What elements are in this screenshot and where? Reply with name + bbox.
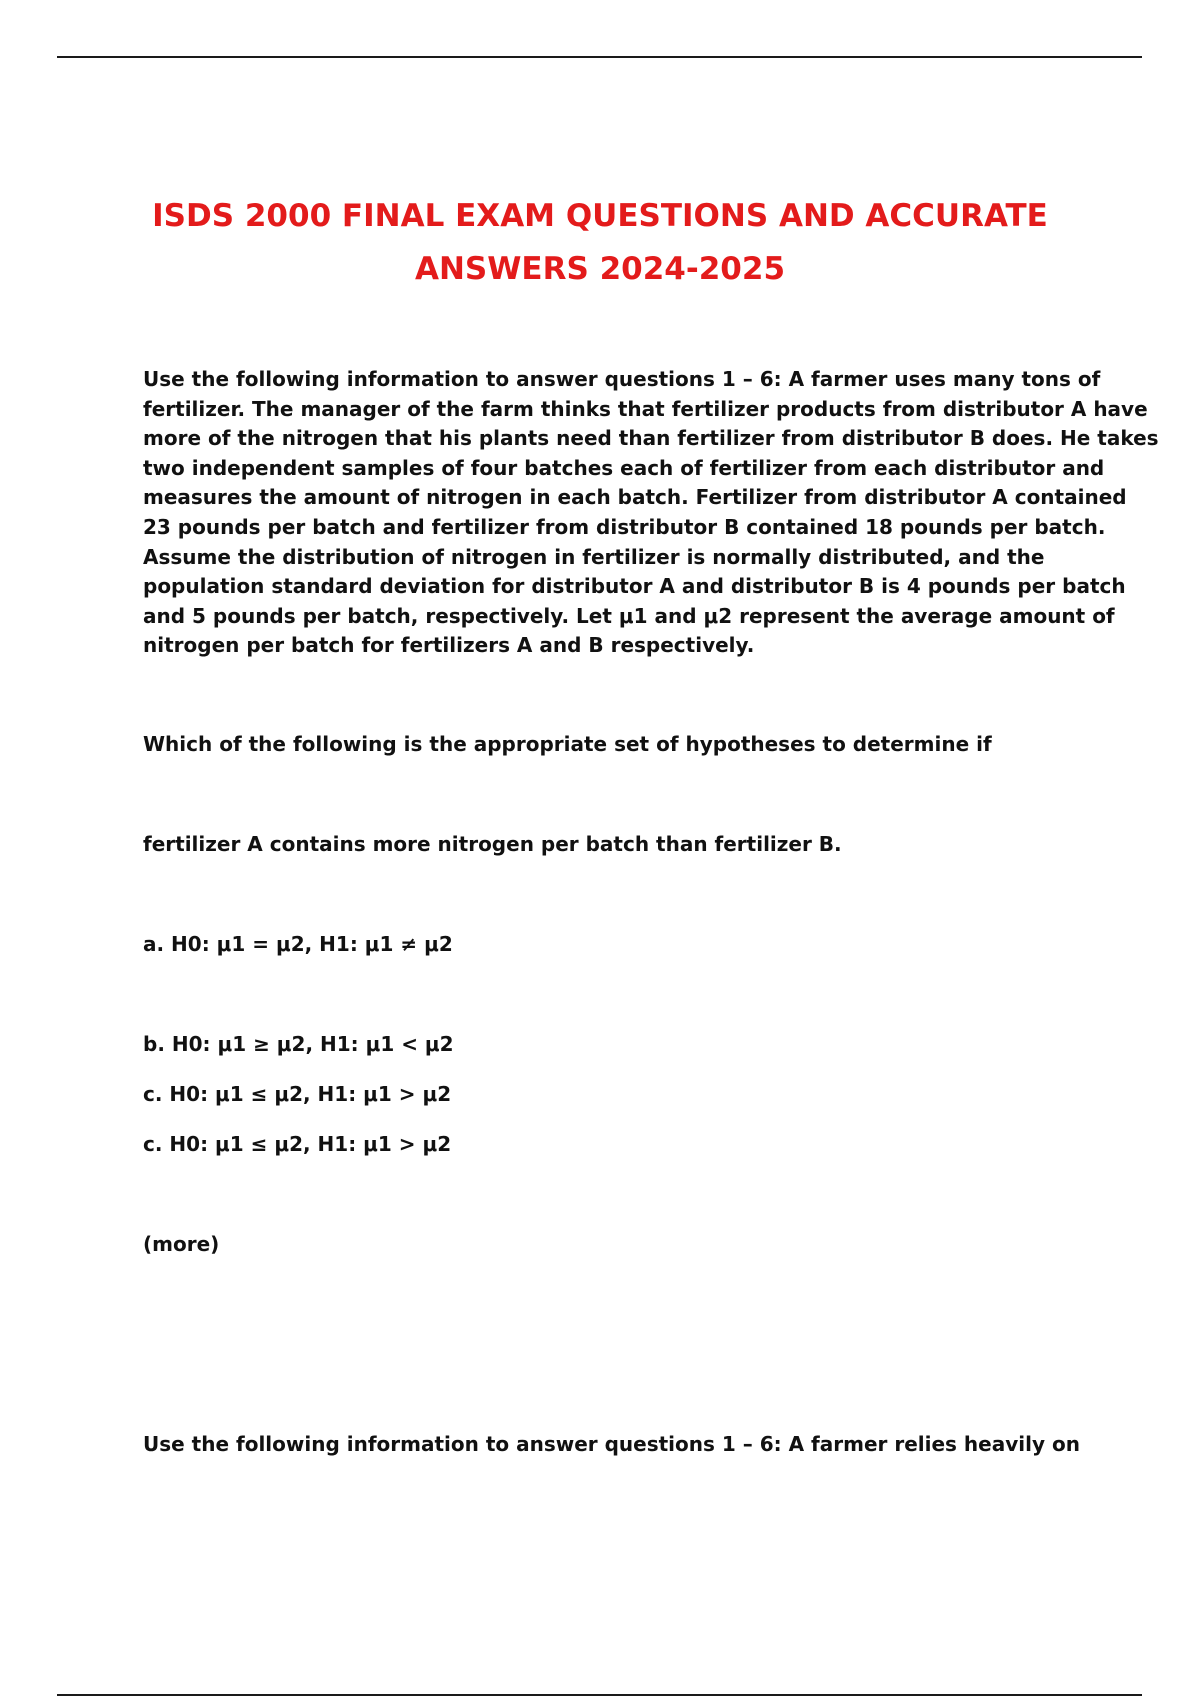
intro-line: nitrogen per batch for fertilizers A and B respectively. (143, 633, 755, 658)
option-c-duplicate: c. H0: μ1 ≤ μ2, H1: μ1 > μ2 (143, 1132, 452, 1156)
intro-line: 23 pounds per batch and fertilizer from distributor B contained 18 pounds per batch. (143, 514, 1106, 539)
intro-line: two independent samples of four batches each of fertilizer from each distributor and (143, 455, 1105, 480)
option-a: a. H0: μ1 = μ2, H1: μ1 ≠ μ2 (143, 932, 453, 956)
question-line-2: fertilizer A contains more nitrogen per batch than fertilizer B. (143, 832, 842, 856)
more-label: (more) (143, 1232, 220, 1256)
option-b: b. H0: μ1 ≥ μ2, H1: μ1 < μ2 (143, 1032, 454, 1056)
intro-line: fertilizer. The manager of the farm thinks that fertilizer products from distributor A have (143, 396, 1148, 421)
intro-line: population standard deviation for distributor A and distributor B is 4 pounds per batch (143, 574, 1126, 599)
top-divider (57, 56, 1142, 58)
document-title (100, 190, 1100, 296)
intro-line: more of the nitrogen that his plants need than fertilizer from distributor B does. He takes (143, 426, 1159, 451)
intro-paragraph (143, 365, 1159, 661)
next-intro-line: Use the following information to answer questions 1 – 6: A farmer relies heavily on (143, 1432, 1080, 1456)
title-line-2: ANSWERS 2024-2025 (414, 251, 786, 287)
bottom-divider (57, 1694, 1142, 1696)
intro-line: and 5 pounds per batch, respectively. Let μ1 and μ2 represent the average amount of (143, 603, 1115, 628)
option-c: c. H0: μ1 ≤ μ2, H1: μ1 > μ2 (143, 1082, 452, 1106)
question-line-1: Which of the following is the appropriate set of hypotheses to determine if (143, 732, 992, 756)
intro-line: Use the following information to answer questions 1 – 6: A farmer uses many tons of (143, 367, 1101, 391)
title-line-1: ISDS 2000 FINAL EXAM QUESTIONS AND ACCURATE (152, 198, 1048, 234)
intro-line: measures the amount of nitrogen in each batch. Fertilizer from distributor A contained (143, 485, 1127, 510)
intro-line: Assume the distribution of nitrogen in fertilizer is normally distributed, and the (143, 544, 1045, 569)
